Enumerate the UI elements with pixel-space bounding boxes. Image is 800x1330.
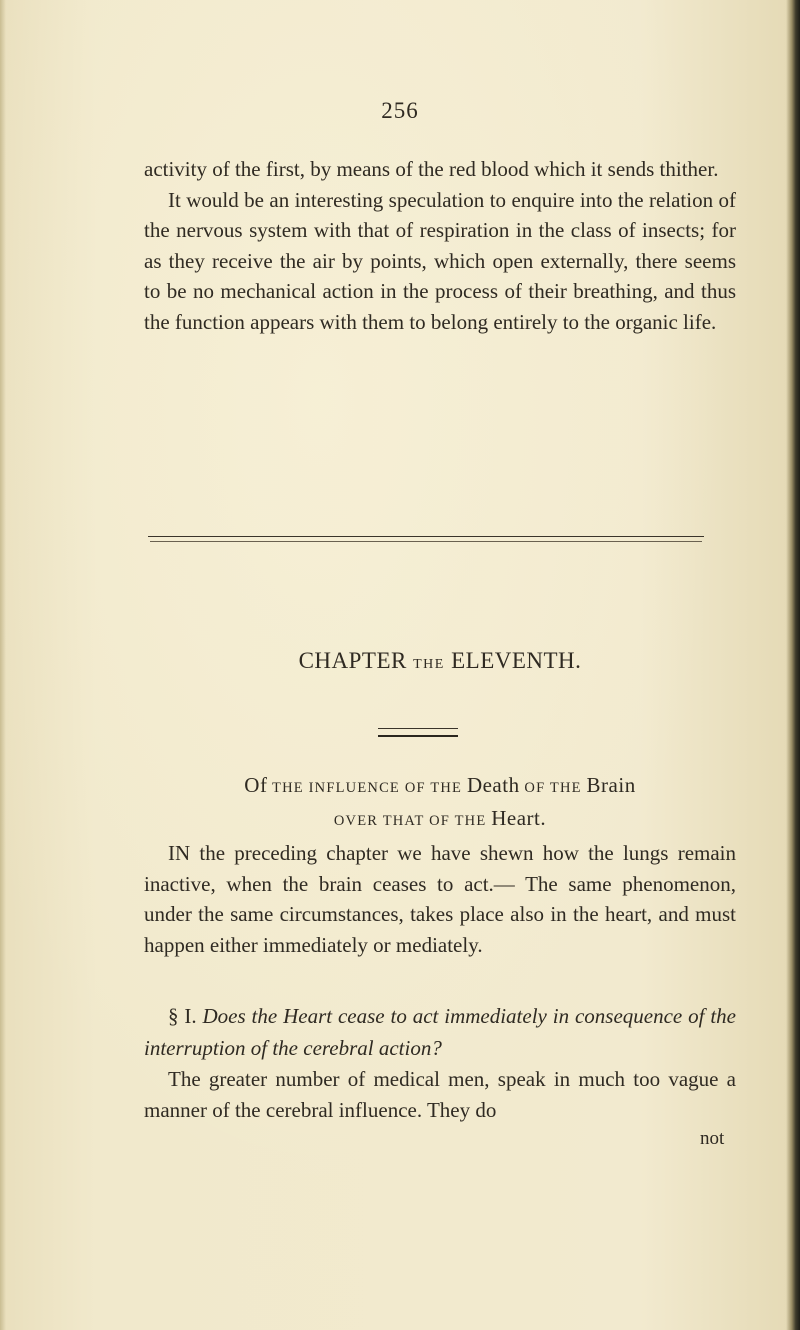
chapter-underline <box>378 728 458 729</box>
subsection-title <box>144 1000 736 1064</box>
paragraph-continuation: activity of the first, by means of the red blood which it sends thither. <box>144 157 719 181</box>
page-left-edge <box>0 0 6 1330</box>
subsection-line <box>144 1000 736 1064</box>
heading-over: OVER THAT OF THE <box>333 813 487 829</box>
opening-text <box>144 154 736 337</box>
paragraph-intro: IN the preceding chapter we have shewn how the lungs remain inactive, when the brain ceases to act.— The same phenomenon, under the same circumstances, takes place also in the heart, and must happen either immediately or mediately. <box>144 841 736 957</box>
paragraph-insects: It would be an interesting speculation to enquire into the relation of the nervous system with that of respiration in the class of insects; for as they receive the air by points, which open externally, there seems to be no mechanical action in the process of their breathing, and thus the function appears with them to belong entirely to the organic life. <box>144 187 736 334</box>
page-number: 256 <box>381 98 419 123</box>
intro-text <box>144 838 736 960</box>
catchword: not <box>700 1128 725 1149</box>
section-divider-rule-thin <box>150 541 702 542</box>
chapter-underline-thick <box>378 735 458 737</box>
heading-death: Death <box>466 773 520 797</box>
heading-of-the: OF THE <box>524 780 582 796</box>
chapter-prefix: CHAPTER <box>298 648 407 673</box>
subsection-question: Does the Heart cease to act immediately in consequence of the interruption of the cerebral action? <box>144 1004 736 1060</box>
paragraph-closing: The greater number of medical men, speak in much too vague a manner of the cerebral influence. They do <box>144 1067 736 1122</box>
heading-heart: Heart. <box>491 806 547 830</box>
page-binding-edge <box>786 0 800 1330</box>
section-marker: § I. <box>168 1004 197 1028</box>
section-divider-rule <box>148 536 704 537</box>
heading-of: Of <box>244 773 268 797</box>
chapter-ordinal: ELEVENTH. <box>451 648 582 673</box>
heading-influence: THE INFLUENCE OF THE <box>272 780 463 796</box>
chapter-title <box>140 648 740 674</box>
section-heading <box>150 770 730 836</box>
closing-text <box>144 1064 736 1125</box>
heading-brain: Brain <box>586 773 636 797</box>
chapter-article: THE <box>413 657 445 672</box>
